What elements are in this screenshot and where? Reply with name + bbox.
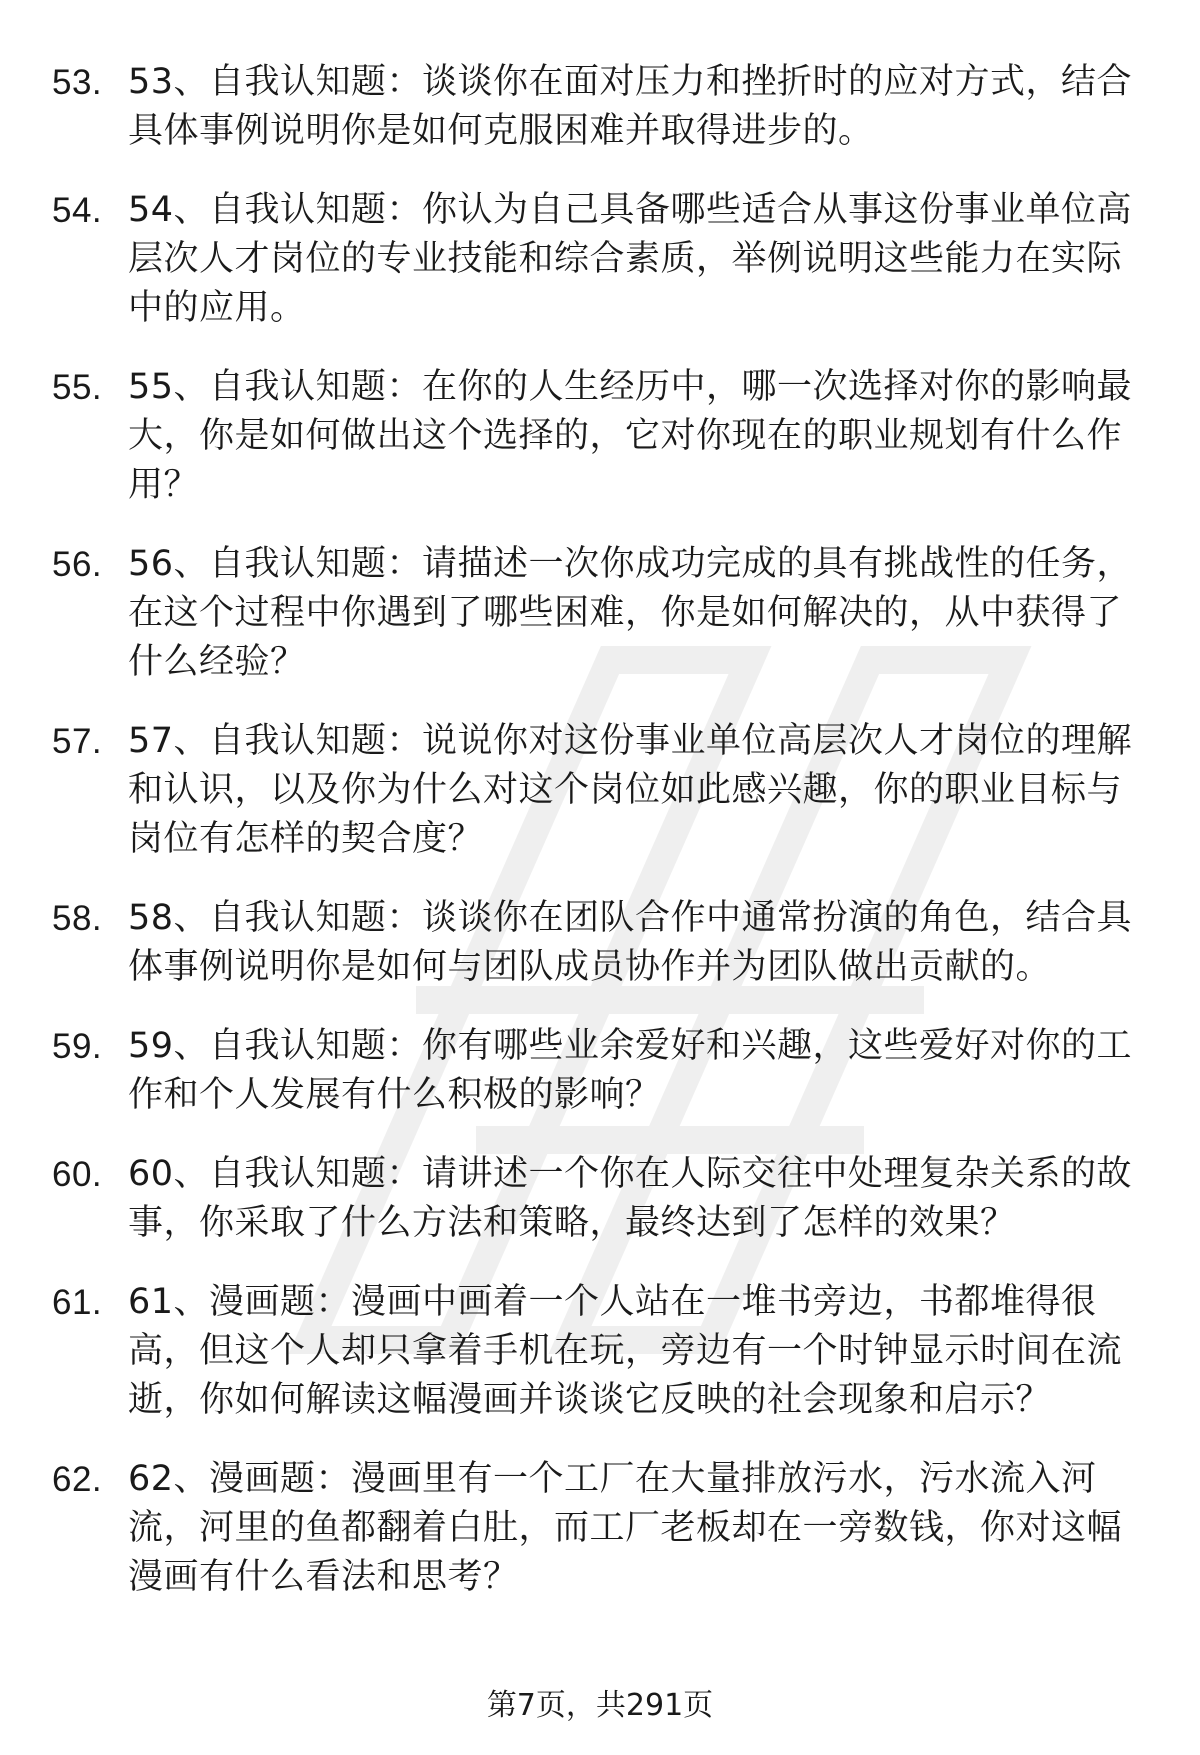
question-text: 53、自我认知题：谈谈你在面对压力和挫折时的应对方式，结合具体事例说明你是如何克服困难并取得进步的。 [128, 62, 1133, 151]
question-number: 59. [52, 1027, 103, 1066]
question-number: 61. [52, 1283, 103, 1322]
question-item [52, 58, 1152, 156]
question-item [52, 1278, 1152, 1425]
question-item [52, 894, 1152, 992]
question-item [52, 1022, 1152, 1120]
question-text: 55、自我认知题：在你的人生经历中，哪一次选择对你的影响最大，你是如何做出这个选择的，它对你现在的职业规划有什么作用？ [128, 367, 1133, 505]
question-number: 53. [52, 63, 103, 102]
question-number: 62. [52, 1460, 103, 1499]
question-text: 62、漫画题：漫画里有一个工厂在大量排放污水，污水流入河流，河里的鱼都翻着白肚，而工厂老板却在一旁数钱，你对这幅漫画有什么看法和思考？ [128, 1459, 1123, 1597]
question-text: 61、漫画题：漫画中画着一个人站在一堆书旁边，书都堆得很高，但这个人却只拿着手机在玩，旁边有一个时钟显示时间在流逝，你如何解读这幅漫画并谈谈它反映的社会现象和启示？ [128, 1282, 1123, 1420]
question-item [52, 1150, 1152, 1248]
question-text: 59、自我认知题：你有哪些业余爱好和兴趣，这些爱好对你的工作和个人发展有什么积极的影响？ [128, 1026, 1133, 1115]
question-text: 60、自我认知题：请讲述一个你在人际交往中处理复杂关系的故事，你采取了什么方法和策略，最终达到了怎样的效果？ [128, 1154, 1133, 1243]
question-number: 57. [52, 722, 103, 761]
question-item [52, 186, 1152, 333]
question-number: 56. [52, 545, 103, 584]
question-number: 54. [52, 191, 103, 230]
question-item [52, 363, 1152, 510]
question-text: 58、自我认知题：谈谈你在团队合作中通常扮演的角色，结合具体事例说明你是如何与团队成员协作并为团队做出贡献的。 [128, 898, 1133, 987]
question-item [52, 717, 1152, 864]
question-number: 60. [52, 1155, 103, 1194]
question-number: 58. [52, 899, 103, 938]
question-text: 57、自我认知题：说说你对这份事业单位高层次人才岗位的理解和认识，以及你为什么对这个岗位如此感兴趣，你的职业目标与岗位有怎样的契合度？ [128, 721, 1133, 859]
question-text: 54、自我认知题：你认为自己具备哪些适合从事这份事业单位高层次人才岗位的专业技能和综合素质，举例说明这些能力在实际中的应用。 [128, 190, 1133, 328]
question-item [52, 1455, 1152, 1602]
question-text: 56、自我认知题：请描述一次你成功完成的具有挑战性的任务，在这个过程中你遇到了哪些困难，你是如何解决的，从中获得了什么经验？ [128, 544, 1133, 682]
question-item [52, 540, 1152, 687]
question-list [52, 58, 1152, 1632]
question-number: 55. [52, 368, 103, 407]
page-footer: 第7页，共291页 [486, 1688, 714, 1723]
